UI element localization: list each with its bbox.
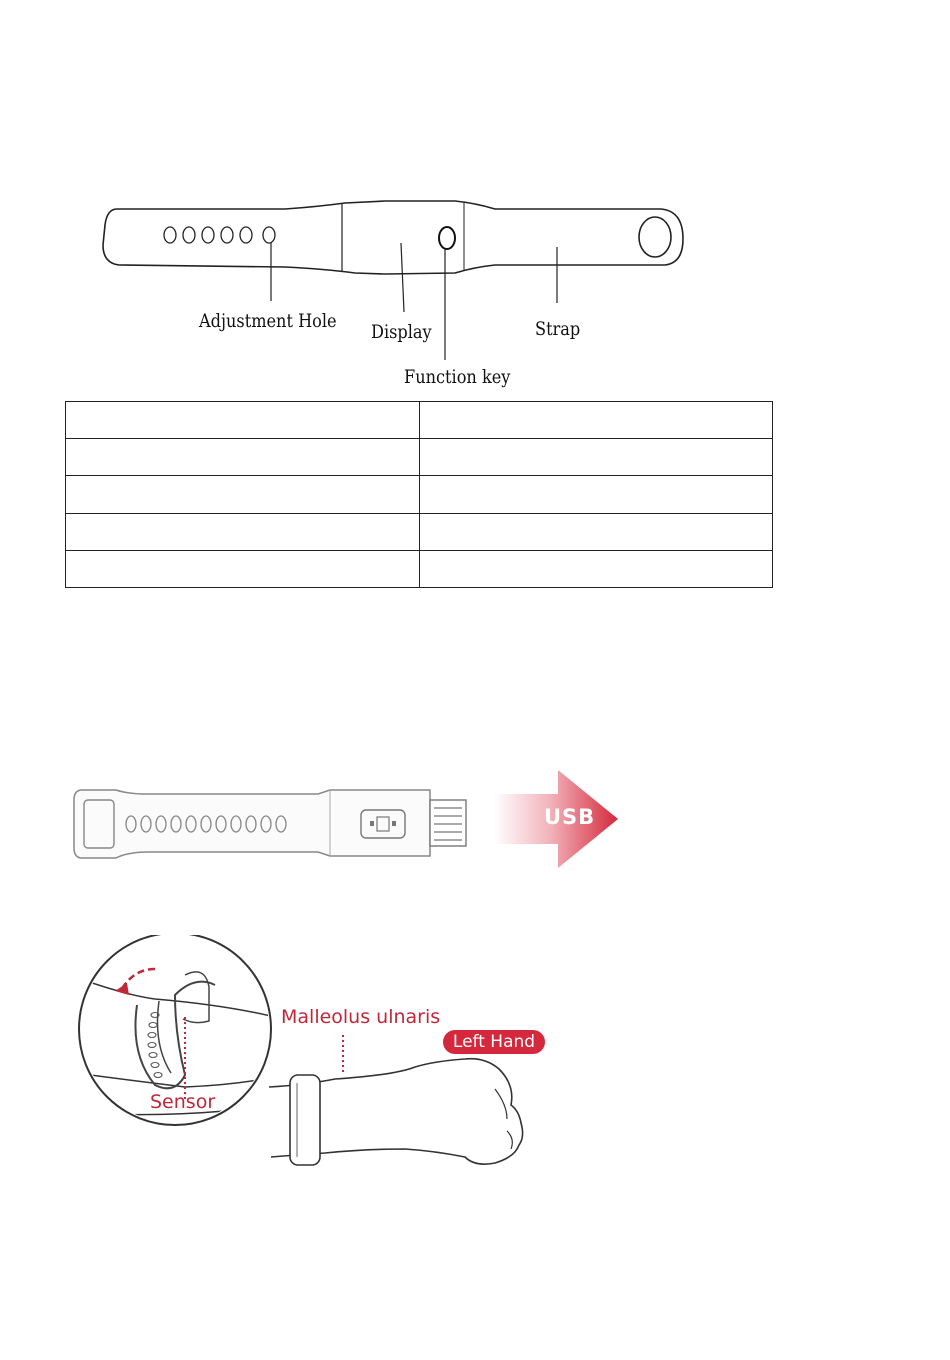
table-cell xyxy=(419,550,773,587)
adjustment-hole-label: Adjustment Hole xyxy=(199,310,337,332)
band-outline xyxy=(103,201,683,274)
display-label: Display xyxy=(371,321,432,343)
table-cell xyxy=(66,476,420,513)
strap-loop xyxy=(639,217,671,257)
adjustment-holes xyxy=(164,227,275,243)
table-row xyxy=(66,439,773,476)
spec-table xyxy=(65,401,773,588)
left-hand-badge: Left Hand xyxy=(443,1030,545,1054)
wearing-figure xyxy=(75,935,550,1185)
function-key-label: Function key xyxy=(404,366,511,388)
table-cell xyxy=(66,550,420,587)
table-cell xyxy=(419,476,773,513)
strap-label: Strap xyxy=(535,318,581,340)
usb-arrow-label: USB xyxy=(544,805,596,829)
table-cell xyxy=(419,513,773,550)
table-cell xyxy=(419,439,773,476)
table-row xyxy=(66,476,773,513)
table-row xyxy=(66,402,773,439)
table-cell xyxy=(66,402,420,439)
sensor-label: Sensor xyxy=(150,1091,216,1113)
table-cell xyxy=(419,402,773,439)
table-cell xyxy=(66,439,420,476)
table-cell xyxy=(66,513,420,550)
worn-band xyxy=(290,1075,320,1165)
band-diagram xyxy=(95,195,695,370)
table-row xyxy=(66,550,773,587)
malleolus-label: Malleolus ulnaris xyxy=(281,1006,441,1028)
function-key-icon xyxy=(439,227,455,249)
table-row xyxy=(66,513,773,550)
usb-plug xyxy=(430,800,466,846)
